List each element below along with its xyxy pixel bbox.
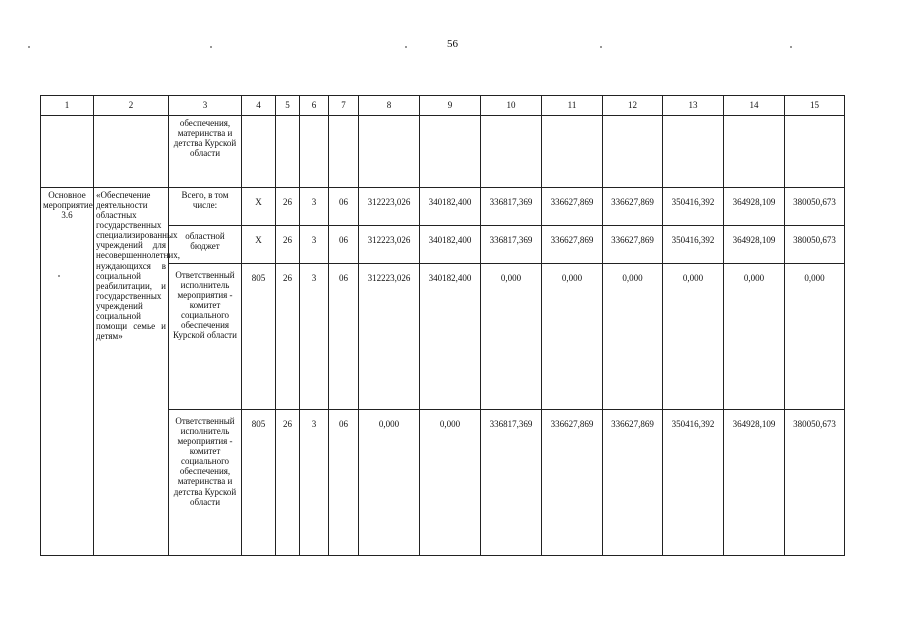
- column-header: 4: [242, 96, 276, 116]
- value-cell: 312223,026: [359, 188, 420, 226]
- value-cell: 350416,392: [663, 410, 724, 556]
- value-cell: 336627,869: [542, 188, 603, 226]
- value-cell: 340182,400: [420, 226, 481, 264]
- value-cell: 312223,026: [359, 264, 420, 410]
- table-cell: [276, 116, 300, 188]
- budget-table: [40, 95, 845, 556]
- value-cell: 0,000: [481, 264, 542, 410]
- pr-cell: 3: [300, 264, 329, 410]
- value-cell: 0,000: [359, 410, 420, 556]
- table-cell: [94, 116, 169, 188]
- value-cell: 0,000: [420, 410, 481, 556]
- value-cell: 336817,369: [481, 226, 542, 264]
- column-header: 9: [420, 96, 481, 116]
- value-cell: 340182,400: [420, 188, 481, 226]
- table-cell: [724, 116, 785, 188]
- grbs-cell: X: [242, 188, 276, 226]
- csr-cell: 06: [329, 226, 359, 264]
- column-header: 6: [300, 96, 329, 116]
- scan-speck: [600, 46, 602, 48]
- scan-speck: [405, 46, 407, 48]
- row-label-cell: областной бюджет: [169, 226, 242, 264]
- row-label-cell: Всего, в том числе:: [169, 188, 242, 226]
- scan-speck: [210, 46, 212, 48]
- table-cell: [542, 116, 603, 188]
- table-cell: [329, 116, 359, 188]
- value-cell: 380050,673: [785, 188, 845, 226]
- pr-cell: 3: [300, 188, 329, 226]
- pr-cell: 3: [300, 226, 329, 264]
- value-cell: 336627,869: [603, 226, 663, 264]
- table-cell: [663, 116, 724, 188]
- value-cell: 364928,109: [724, 226, 785, 264]
- csr-cell: 06: [329, 188, 359, 226]
- value-cell: 0,000: [785, 264, 845, 410]
- executor-cell: обеспечения, материнства и детства Курской области: [169, 116, 242, 188]
- value-cell: 380050,673: [785, 226, 845, 264]
- column-header: 3: [169, 96, 242, 116]
- row-label-cell: Ответственный исполнитель мероприятия - комитет социального обеспечения, материнства и детства Курской области: [169, 410, 242, 556]
- column-header: 2: [94, 96, 169, 116]
- csr-cell: 06: [329, 410, 359, 556]
- value-cell: 340182,400: [420, 264, 481, 410]
- row-label-cell: Ответственный исполнитель мероприятия - комитет социального обеспечения Курской области: [169, 264, 242, 410]
- rz-cell: 26: [276, 410, 300, 556]
- value-cell: 336627,869: [603, 188, 663, 226]
- rz-cell: 26: [276, 188, 300, 226]
- table-header-row: [41, 96, 845, 116]
- column-header: 13: [663, 96, 724, 116]
- value-cell: 0,000: [542, 264, 603, 410]
- table-cell: [300, 116, 329, 188]
- grbs-cell: 805: [242, 264, 276, 410]
- value-cell: 364928,109: [724, 188, 785, 226]
- value-cell: 380050,673: [785, 410, 845, 556]
- rz-cell: 26: [276, 264, 300, 410]
- value-cell: 336817,369: [481, 188, 542, 226]
- value-cell: 350416,392: [663, 226, 724, 264]
- table-row: [41, 188, 845, 226]
- value-cell: 336817,369: [481, 410, 542, 556]
- grbs-cell: X: [242, 226, 276, 264]
- value-cell: 350416,392: [663, 188, 724, 226]
- value-cell: 0,000: [603, 264, 663, 410]
- value-cell: 336627,869: [542, 410, 603, 556]
- column-header: 1: [41, 96, 94, 116]
- value-cell: 336627,869: [603, 410, 663, 556]
- table-cell: [603, 116, 663, 188]
- value-cell: 0,000: [724, 264, 785, 410]
- value-cell: 0,000: [663, 264, 724, 410]
- table-cell: [41, 116, 94, 188]
- column-header: 11: [542, 96, 603, 116]
- scan-speck: [28, 46, 30, 48]
- event-description-cell: «Обеспечение деятельности областных государственных специализированных учреждений для несовершеннолетних, нуждающихся в социальной реабилитации, и государственных учреждений социальной помощи семье и детям»: [94, 188, 169, 556]
- table-cell: [242, 116, 276, 188]
- column-header: 7: [329, 96, 359, 116]
- value-cell: 312223,026: [359, 226, 420, 264]
- column-header: 14: [724, 96, 785, 116]
- column-header: 8: [359, 96, 420, 116]
- value-cell: 364928,109: [724, 410, 785, 556]
- grbs-cell: 805: [242, 410, 276, 556]
- rz-cell: 26: [276, 226, 300, 264]
- table-cell: [359, 116, 420, 188]
- column-header: 10: [481, 96, 542, 116]
- column-header: 15: [785, 96, 845, 116]
- table-row: [41, 116, 845, 188]
- pr-cell: 3: [300, 410, 329, 556]
- event-name-cell: Основное мероприятие 3.6: [41, 188, 94, 556]
- table-cell: [420, 116, 481, 188]
- page-number: 56: [447, 38, 458, 50]
- column-header: 5: [276, 96, 300, 116]
- scan-speck: [790, 46, 792, 48]
- table-cell: [785, 116, 845, 188]
- value-cell: 336627,869: [542, 226, 603, 264]
- column-header: 12: [603, 96, 663, 116]
- table-cell: [481, 116, 542, 188]
- csr-cell: 06: [329, 264, 359, 410]
